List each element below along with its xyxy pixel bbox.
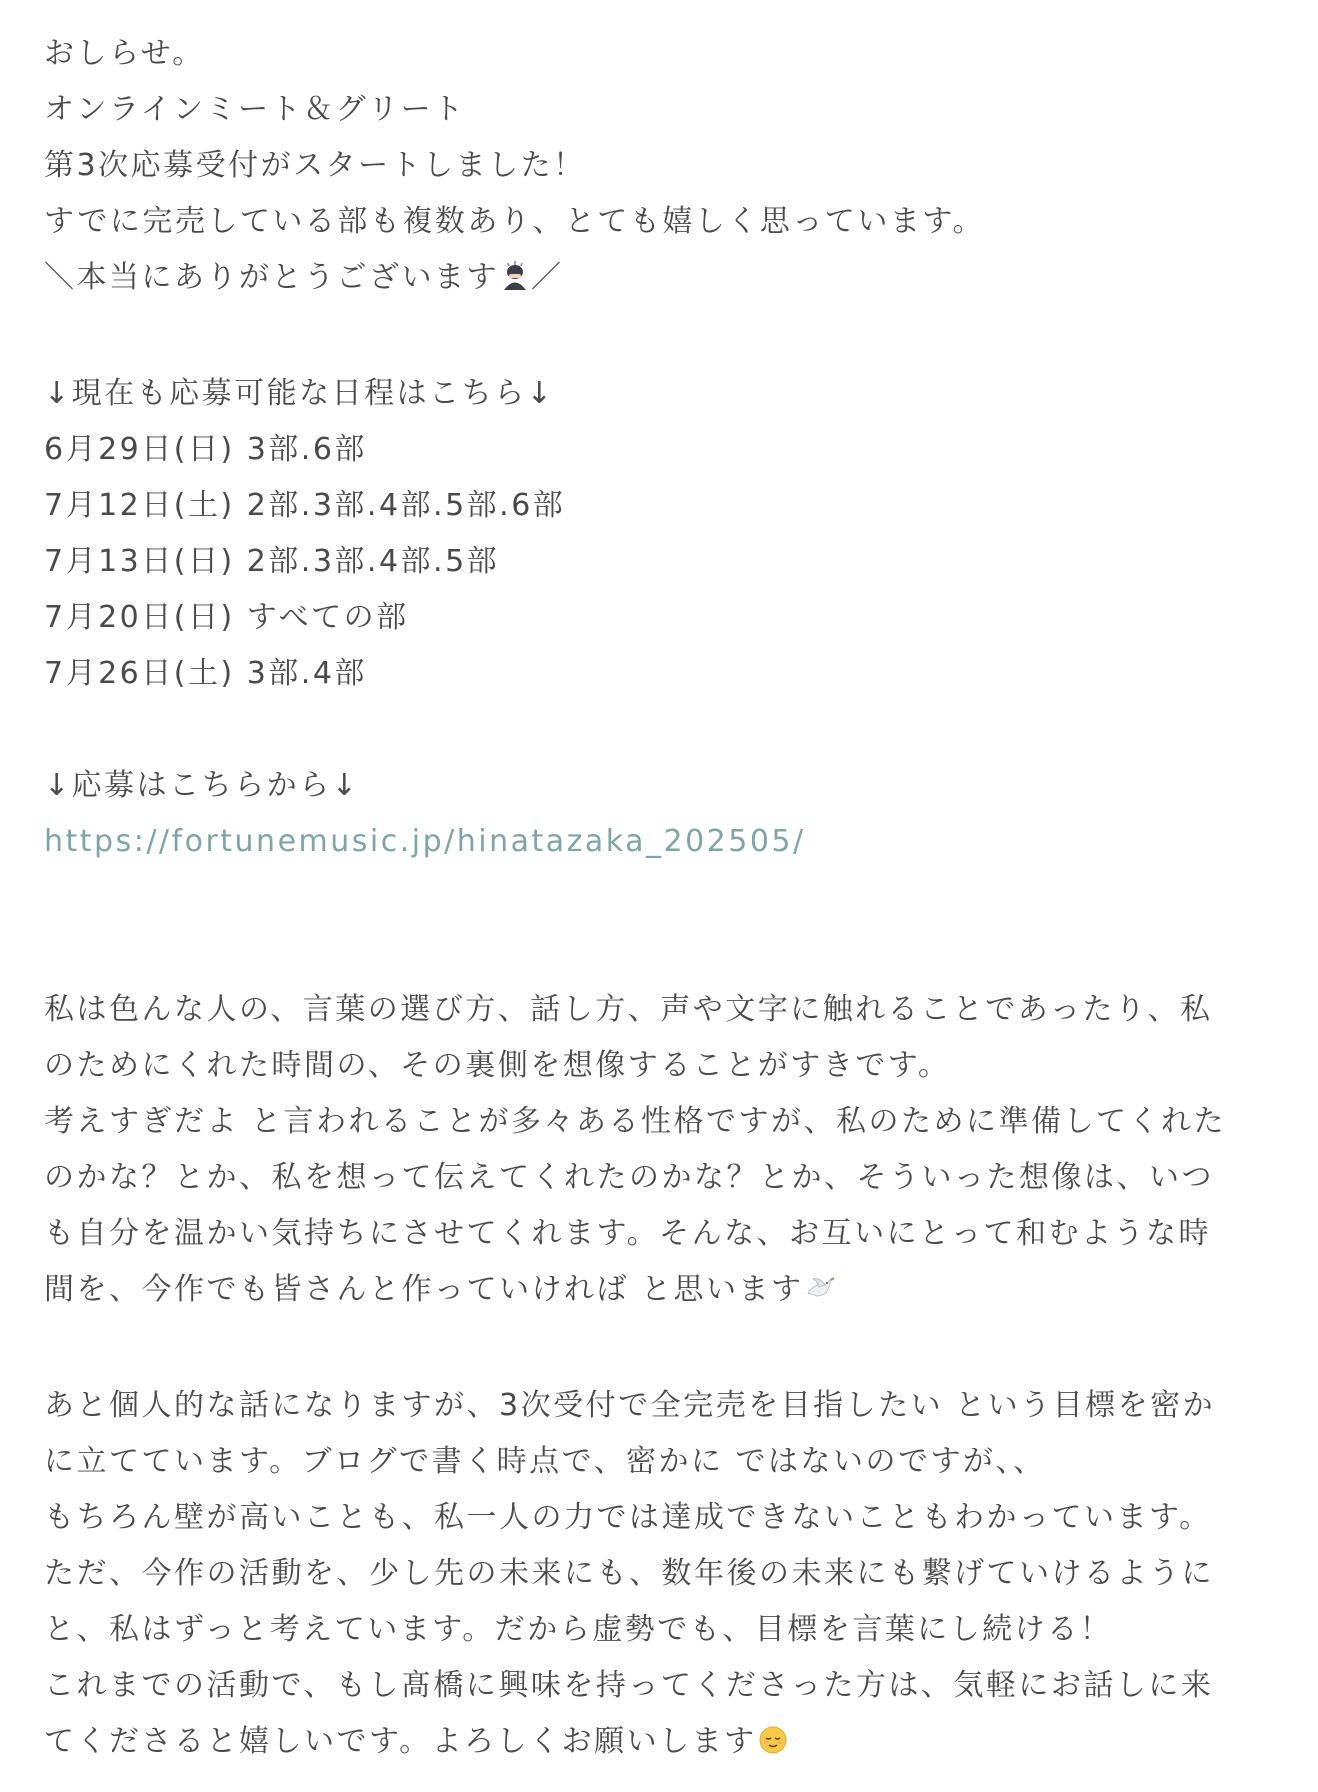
apply-heading: ↓応募はこちらから↓ — [44, 768, 360, 803]
paragraph-line: 考えすぎだよ と言われることが多々ある性格ですが、私のために準備してくれた — [44, 1104, 1227, 1139]
relieved-face-icon — [758, 1718, 788, 1774]
intro-line: おしらせ。 — [44, 36, 205, 71]
thanks-text: ＼本当にありがとうございます — [44, 260, 499, 295]
paragraph-line: ただ、今作の活動を、少し先の未来にも、数年後の未来にも繋げていけるように — [44, 1556, 1214, 1591]
paragraph-line: のためにくれた時間の、その裏側を想像することがすきです。 — [44, 1048, 951, 1083]
paragraph-line: これまでの活動で、もし髙橋に興味を持ってくださった方は、気軽にお話しに来 — [44, 1668, 1214, 1703]
paragraph-line: あと個人的な話になりますが、3次受付で全完売を目指したい という目標を密か — [44, 1388, 1216, 1423]
paragraph-line — [44, 1714, 1282, 1774]
paragraph-line: も自分を温かい気持ちにさせてくれます。そんな、お互いにとって和むような時 — [44, 1216, 1211, 1251]
schedule-heading: ↓現在も応募可能な日程はこちら↓ — [44, 376, 555, 411]
paragraph-text: 間を、今作でも皆さんと作っていければ と思います — [44, 1272, 804, 1307]
apply-link[interactable]: https://fortunemusic.jp/hinatazaka_202505/ — [44, 824, 806, 859]
schedule-item: 6月29日(日) 3部.6部 — [44, 432, 367, 467]
schedule-item: 7月20日(日) すべての部 — [44, 600, 409, 635]
thanks-close: ／ — [531, 260, 564, 295]
intro-line: 第3次応募受付がスタートしました！ — [44, 148, 586, 183]
paragraph-line: に立てています。ブログで書く時点で、密かに ではないのですが、、 — [44, 1444, 1046, 1479]
paragraph-line — [44, 1262, 1282, 1322]
intro-line: すでに完売している部も複数あり、とても嬉しく思っています。 — [44, 204, 985, 239]
schedule-item: 7月13日(日) 2部.3部.4部.5部 — [44, 544, 500, 579]
blog-post-body — [44, 26, 1282, 1774]
paragraph-text: てくださると嬉しいです。よろしくお願いします — [44, 1724, 757, 1759]
paragraph-line: のかな？とか、私を想って伝えてくれたのかな？とか、そういった想像は、いつ — [44, 1160, 1214, 1195]
thanks-line — [44, 250, 1282, 310]
paragraph-line: 私は色んな人の、言葉の選び方、話し方、声や文字に触れることであったり、私 — [44, 992, 1213, 1027]
paragraph-line: もちろん壁が高いことも、私一人の力では達成できないこともわかっています。 — [44, 1500, 1212, 1535]
paragraph-line: と、私はずっと考えています。だから虚勢でも、目標を言葉にし続ける！ — [44, 1612, 1113, 1647]
intro-line: オンラインミート＆グリート — [44, 92, 466, 127]
schedule-item: 7月26日(土) 3部.4部 — [44, 656, 367, 691]
schedule-item: 7月12日(土) 2部.3部.4部.5部.6部 — [44, 488, 566, 523]
bowing-person-icon — [500, 254, 530, 310]
dove-icon — [805, 1266, 835, 1322]
